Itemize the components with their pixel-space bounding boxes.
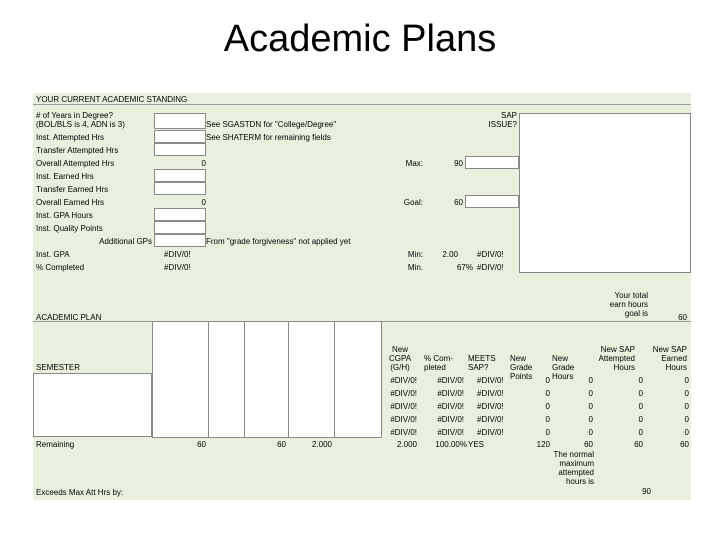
max-value: 90 [454, 159, 463, 168]
col-new-sap-earned: New SAP Earned Hours [652, 345, 687, 372]
sap-issue-label-2: ISSUE? [488, 120, 517, 129]
min-pct-label: Min. [407, 263, 423, 272]
sgastdn-note: See SGASTDN for "College/Degree" [206, 120, 337, 129]
row-1-gp: 0 [545, 376, 550, 385]
earn-goal-note: Your total [614, 291, 648, 300]
page-title: Academic Plans [223, 18, 497, 60]
inst-earned-label: Inst. Earned Hrs [36, 172, 94, 181]
row-5-att: 0 [638, 428, 643, 437]
row-2-att: 0 [638, 389, 643, 398]
row-5-cgpa: #DIV/0! [390, 428, 417, 437]
row-1-att: 0 [638, 376, 643, 385]
row-1-sap: #DIV/0! [477, 376, 504, 385]
col-semester: SEMESTER [36, 363, 81, 372]
earn-goal-value: 60 [678, 313, 687, 322]
row-1-earn: 0 [684, 376, 689, 385]
years-sublabel: (BOL/BLS is 4, ADN is 3) [36, 120, 125, 129]
min-pct-value: 67% [456, 263, 473, 272]
standing-section-label: YOUR CURRENT ACADEMIC STANDING [36, 95, 188, 104]
inst-attempted-input[interactable] [154, 130, 206, 143]
inst-gpa-label: Inst. GPA [36, 250, 70, 259]
row-3-earn: 0 [684, 402, 689, 411]
remaining-cgpa: 2.000 [396, 440, 417, 449]
row-4-gh: 0 [588, 415, 593, 424]
transfer-earned-input[interactable] [154, 182, 206, 195]
remaining-att: 60 [634, 440, 643, 449]
remaining-earned: 60 [680, 440, 689, 449]
remaining-gpa: 2.000 [311, 440, 332, 449]
row-5-gh: 0 [588, 428, 593, 437]
inst-earned-input[interactable] [154, 169, 206, 182]
row-4-pct: #DIV/0! [437, 415, 464, 424]
overall-attempted-value: 0 [201, 159, 206, 168]
plan-section-label: ACADEMIC PLAN [36, 313, 102, 322]
inst-quality-points-input[interactable] [154, 221, 206, 234]
plan-input-grid[interactable] [152, 321, 382, 438]
transfer-earned-label: Transfer Earned Hrs [36, 185, 109, 194]
remaining-label: Remaining [36, 440, 75, 449]
earn-goal-note-3: goal is [624, 309, 648, 318]
col-new-cgpa: New CGPA (G/H) [388, 345, 412, 372]
row-2-earn: 0 [684, 389, 689, 398]
row-5-pct: #DIV/0! [437, 428, 464, 437]
overall-earned-label: Overall Earned Hrs [36, 198, 105, 207]
max-attempted-value: 90 [642, 487, 651, 496]
row-3-pct: #DIV/0! [437, 402, 464, 411]
spreadsheet [33, 93, 691, 500]
pct-completed-value: #DIV/0! [164, 263, 191, 272]
inst-attempted-label: Inst. Attempted Hrs [36, 133, 105, 142]
row-4-gp: 0 [545, 415, 550, 424]
row-2-sap: #DIV/0! [477, 389, 504, 398]
transfer-attempted-input[interactable] [154, 143, 206, 156]
remaining-earn: 60 [277, 440, 286, 449]
remaining-gh: 60 [584, 440, 593, 449]
min-gpa-value: 2.00 [442, 250, 458, 259]
max-sap-cell [465, 156, 519, 169]
grid-line [208, 321, 209, 438]
row-4-sap: #DIV/0! [477, 415, 504, 424]
sap-issue-label: SAP [500, 111, 517, 120]
pct-completed-label: % Completed [36, 263, 85, 272]
row-2-gp: 0 [545, 389, 550, 398]
row-3-gh: 0 [588, 402, 593, 411]
col-new-sap-attempted: New SAP Attempted Hours [598, 345, 635, 372]
inst-gpa-hours-input[interactable] [154, 208, 206, 221]
additional-gps-input[interactable] [154, 234, 206, 247]
min-pct-result: #DIV/0! [477, 263, 504, 272]
min-gpa-label: Min: [407, 250, 423, 259]
max-label: Max: [405, 159, 423, 168]
row-2-pct: #DIV/0! [437, 389, 464, 398]
col-new-grade-hours: New Grade Hours [552, 354, 575, 381]
grid-line [288, 321, 289, 438]
row-4-cgpa: #DIV/0! [390, 415, 417, 424]
row-1-pct: #DIV/0! [437, 376, 464, 385]
earn-goal-note-2: earn hours [609, 300, 648, 309]
row-1-gh: 0 [588, 376, 593, 385]
remaining-sap: YES [468, 440, 485, 449]
remaining-attempt: 60 [197, 440, 206, 449]
forgiveness-note: From "grade forgiveness" not applied yet [206, 237, 351, 246]
divider [33, 104, 691, 105]
grid-line [244, 321, 245, 438]
row-1-cgpa: #DIV/0! [390, 376, 417, 385]
additional-gps-label: Additional GPs [99, 237, 152, 246]
overall-attempted-label: Overall Attempted Hrs [36, 159, 115, 168]
years-input[interactable] [154, 113, 206, 129]
grid-line [334, 321, 335, 438]
row-2-cgpa: #DIV/0! [390, 389, 417, 398]
row-3-sap: #DIV/0! [477, 402, 504, 411]
years-label: # of Years in Degree? [36, 111, 113, 120]
row-3-att: 0 [638, 402, 643, 411]
exceeds-label: Exceeds Max Att Hrs by: [36, 488, 124, 497]
goal-value: 60 [454, 198, 463, 207]
goal-sap-cell [465, 195, 519, 208]
row-5-sap: #DIV/0! [477, 428, 504, 437]
row-4-earn: 0 [684, 415, 689, 424]
col-meets-sap: MEETS SAP? [468, 354, 496, 372]
remaining-gp: 120 [536, 440, 550, 449]
inst-quality-points-label: Inst. Quality Points [36, 224, 103, 233]
inst-gpa-value: #DIV/0! [164, 250, 191, 259]
row-3-gp: 0 [545, 402, 550, 411]
row-5-gp: 0 [545, 428, 550, 437]
remaining-pct: 100.00% [435, 440, 467, 449]
row-4-att: 0 [638, 415, 643, 424]
col-pct-completed: % Com- pleted [424, 354, 453, 372]
shaterm-note: See SHATERM for remaining fields [206, 133, 331, 142]
row-2-gh: 0 [588, 389, 593, 398]
min-gpa-result: #DIV/0! [477, 250, 504, 259]
row-5-earn: 0 [684, 428, 689, 437]
row-3-cgpa: #DIV/0! [390, 402, 417, 411]
goal-label: Goal: [403, 198, 423, 207]
overall-earned-value: 0 [201, 198, 206, 207]
max-attempted-note: The normal maximum attempted hours is [553, 450, 594, 486]
inst-gpa-hours-label: Inst. GPA Hours [36, 211, 93, 220]
col-new-grade-points: New Grade Points [510, 354, 533, 381]
semester-input-grid[interactable] [33, 373, 152, 437]
transfer-attempted-label: Transfer Attempted Hrs [36, 146, 119, 155]
standing-side-panel [519, 113, 691, 273]
